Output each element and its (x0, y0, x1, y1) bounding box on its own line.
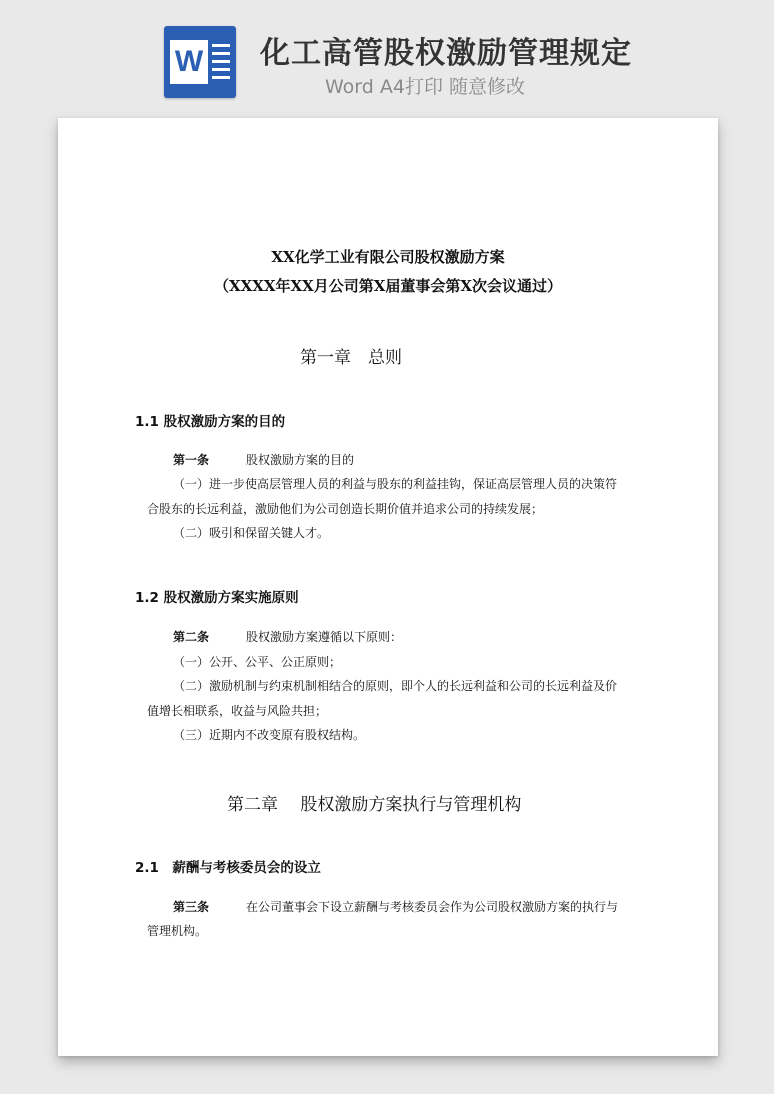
word-icon-letter: W (170, 40, 208, 84)
article-1-label: 第一条 (173, 453, 210, 467)
article-2-item: （二）激励机制与约束机制相结合的原则，即个人的长远利益和公司的长远利益及价 (173, 679, 618, 693)
page-title: 化工高管股权激励管理规定 (260, 36, 632, 71)
document-subtitle: （XXXX年XX月公司第X届董事会第X次会议通过） (213, 277, 563, 295)
page-subtitle: Word A4打印 随意修改 (325, 76, 526, 98)
article-1-text: 股权激励方案的目的 (246, 453, 355, 467)
article-2-item: （一）公开、公平、公正原则； (173, 655, 342, 669)
article-3-text: 在公司董事会下设立薪酬与考核委员会作为公司股权激励方案的执行与 (246, 900, 619, 914)
document-title: XX化学工业有限公司股权激励方案 (271, 248, 505, 266)
word-icon (164, 26, 236, 98)
article-2-label: 第二条 (173, 630, 210, 644)
section-1-1-heading: 1.1 股权激励方案的目的 (135, 414, 286, 430)
article-2-text: 股权激励方案遵循以下原则： (246, 630, 403, 644)
article-2-item: 值增长相联系，收益与风险共担； (147, 704, 328, 718)
article-1-item: （二）吸引和保留关键人才。 (173, 526, 330, 540)
article-2-item: （三）近期内不改变原有股权结构。 (173, 728, 366, 742)
article-1-item: 合股东的长远利益，激励他们为公司创造长期价值并追求公司的持续发展； (147, 502, 544, 516)
chapter-1-heading: 第一章 总则 (300, 348, 402, 368)
word-icon-lines (212, 44, 230, 84)
article-1-item: （一）进一步使高层管理人员的利益与股东的利益挂钩，保证高层管理人员的决策符 (173, 477, 618, 491)
section-1-2-heading: 1.2 股权激励方案实施原则 (135, 590, 299, 606)
document-page (58, 118, 718, 1056)
chapter-2-heading: 第二章 股权激励方案执行与管理机构 (227, 795, 522, 815)
header (0, 0, 774, 110)
section-2-1-heading: 2.1 薪酬与考核委员会的设立 (135, 860, 321, 876)
article-3-continuation: 管理机构。 (147, 924, 208, 938)
article-3-label: 第三条 (173, 900, 210, 914)
